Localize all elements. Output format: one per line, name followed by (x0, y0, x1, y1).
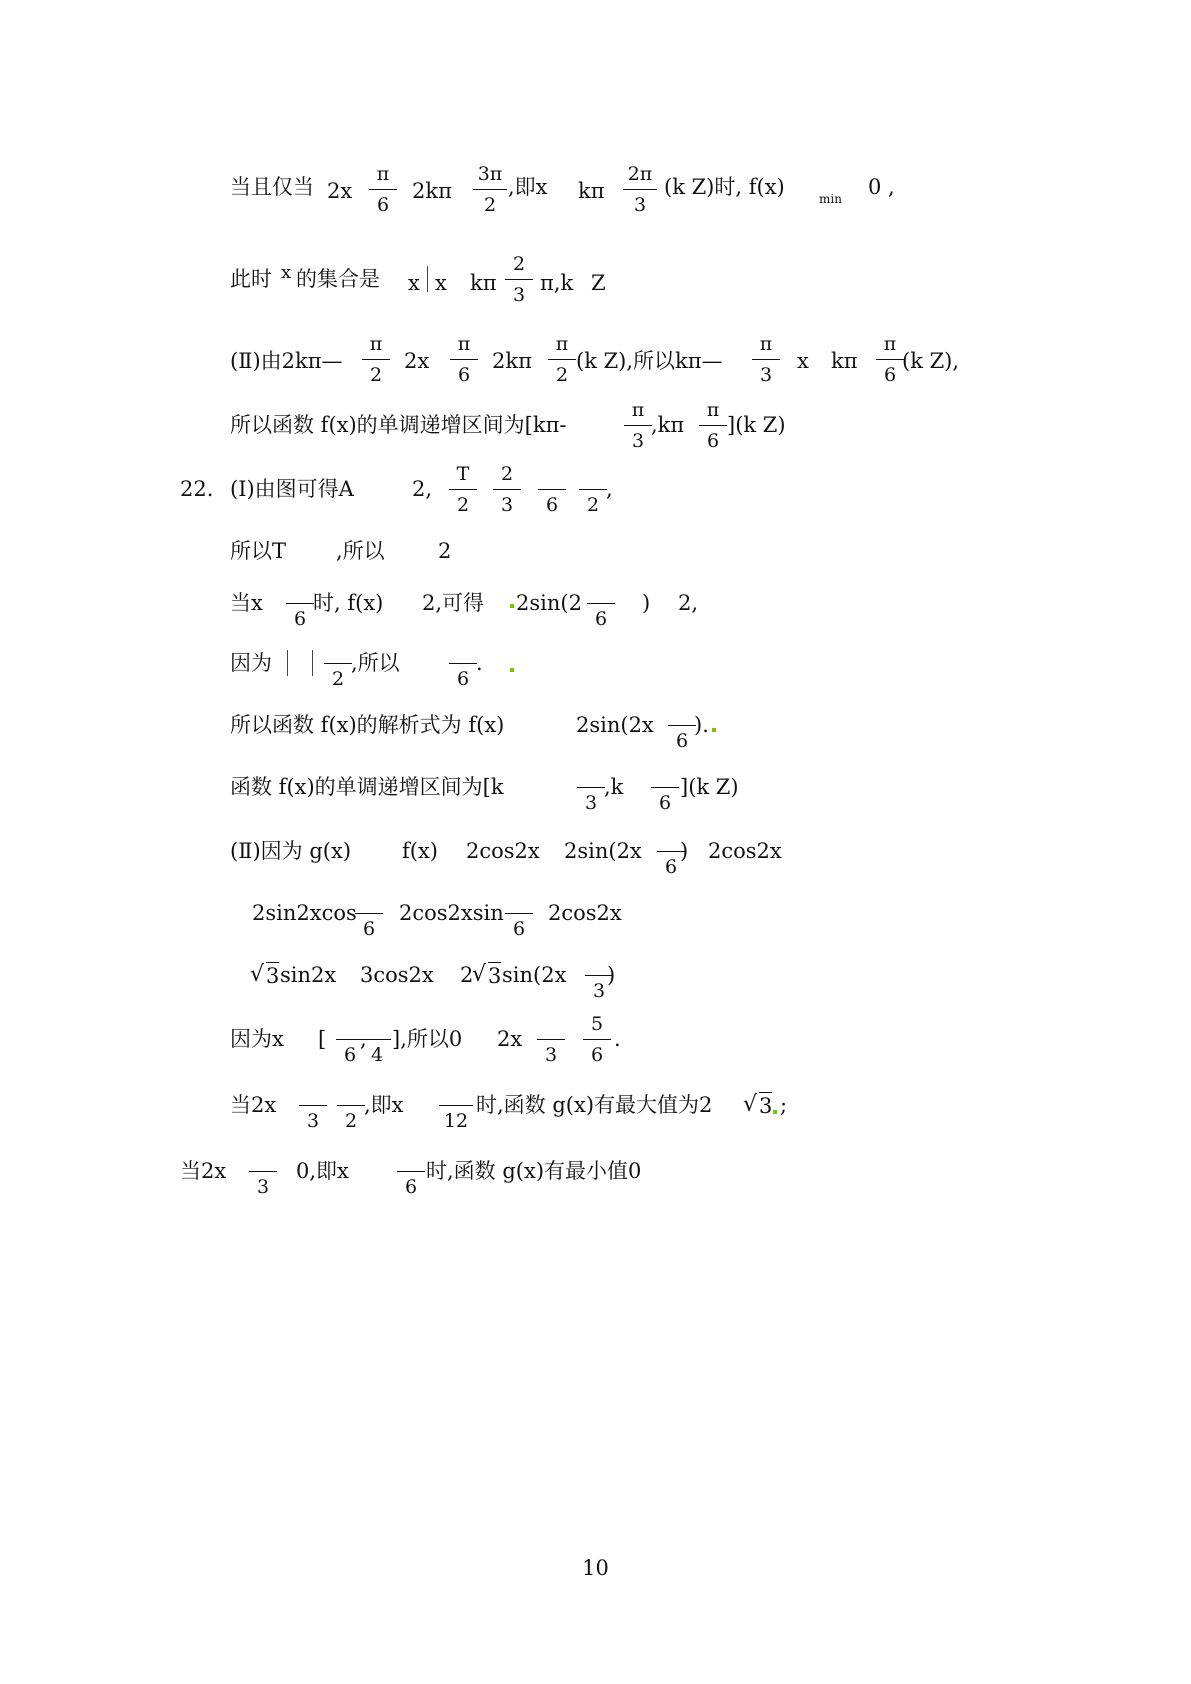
expr: [ (318, 1027, 327, 1051)
text: (Ⅰ)由图可得A (230, 477, 354, 501)
fraction (334, 1078, 368, 1136)
fraction (394, 1144, 428, 1202)
expr: 2sin(2x (576, 713, 654, 737)
denominator: 6 (675, 730, 689, 752)
expr: sin2x (280, 963, 337, 987)
fraction (446, 462, 480, 520)
text: 函数 f(x)的单调递增区间为[k (230, 775, 504, 799)
numerator: 2 (512, 253, 526, 275)
expr: kπ (470, 271, 497, 295)
radicand: 3 (488, 964, 502, 988)
radicand: 3 (759, 1094, 773, 1118)
expr: 2x (327, 179, 353, 203)
denominator: 3 (592, 980, 606, 1002)
sqrt-sign: √ (472, 962, 487, 987)
page-number: 10 (582, 1556, 609, 1580)
denominator: 6 (664, 856, 678, 878)
denominator: 2 (369, 364, 383, 386)
text: 所以函数 f(x)的单调递增区间为[kπ- (230, 413, 567, 437)
text: (Ⅱ)由2kπ— (230, 349, 343, 373)
expr: x (797, 349, 809, 373)
fraction-bar (577, 787, 605, 788)
solution-line-15 (0, 1082, 1191, 1134)
denominator: 3 (512, 284, 526, 306)
denominator: 2 (331, 668, 345, 690)
expr: 2 (460, 963, 474, 987)
numerator: T (456, 463, 470, 485)
fraction-bar (324, 663, 352, 664)
expr: 2cos2x (466, 839, 540, 863)
denominator: 6 (343, 1044, 357, 1066)
expr: ) (680, 839, 689, 863)
fraction (360, 1012, 394, 1070)
numerator: 2 (500, 463, 514, 485)
fraction (534, 1012, 568, 1070)
fraction (470, 162, 510, 220)
fraction (321, 636, 355, 694)
problem-number: 22. (180, 477, 214, 501)
denominator: 2 (555, 364, 569, 386)
fraction (648, 760, 682, 818)
fraction-bar (623, 189, 657, 190)
scan-mark (773, 1110, 777, 1114)
fraction-bar (299, 1105, 327, 1106)
expr: 2cos2x (548, 901, 622, 925)
scan-mark (510, 604, 514, 608)
text: 时,函数 g(x)有最小值0 (426, 1159, 642, 1183)
numerator: π (369, 333, 383, 355)
fraction-bar (624, 425, 652, 426)
expr: 3cos2x (360, 963, 434, 987)
solution-line-6 (0, 530, 1191, 582)
fraction (366, 162, 400, 220)
text: ](k Z) (727, 413, 786, 437)
expr: ) (607, 963, 616, 987)
text: 0,即x (296, 1159, 349, 1183)
denominator: 2 (344, 1110, 358, 1132)
text: 当2x (230, 1093, 277, 1117)
text: 时, f(x) (313, 591, 384, 615)
expr: x (281, 262, 292, 283)
denominator: 12 (443, 1110, 469, 1132)
fraction (696, 398, 730, 456)
expr: 2sin(2x (564, 839, 642, 863)
expr: sin(2x (502, 963, 567, 987)
solution-line-11 (0, 830, 1191, 882)
fraction (296, 1078, 330, 1136)
text: ,所以 (336, 539, 385, 563)
expr: Z (591, 271, 606, 295)
fraction (620, 162, 660, 220)
denominator: 3 (544, 1044, 558, 1066)
problem-22-line (0, 462, 1191, 514)
solution-line-16 (0, 1148, 1191, 1200)
expr: ,k (604, 775, 624, 799)
expr: . (614, 1027, 621, 1051)
fraction-bar (579, 489, 607, 490)
text: 因为x (230, 1027, 284, 1051)
denominator: 2 (586, 494, 600, 516)
text: 因为 (230, 651, 272, 675)
expr: ). (694, 713, 709, 737)
numerator: 3π (477, 163, 503, 185)
expr: 2sin2xcos (252, 901, 357, 925)
text: 当且仅当 (230, 175, 314, 199)
numerator: 5 (590, 1013, 604, 1035)
fraction (359, 332, 393, 390)
text: (k Z),所以kπ— (576, 349, 723, 373)
fraction-bar (548, 359, 576, 360)
numerator: π (883, 333, 897, 355)
denominator: 3 (306, 1110, 320, 1132)
solution-line-12 (0, 892, 1191, 944)
text: (k Z), (902, 349, 960, 373)
fraction-bar (337, 1105, 365, 1106)
fraction-bar (583, 1039, 611, 1040)
fraction-bar (538, 489, 566, 490)
expr: 2x (404, 349, 430, 373)
fraction (446, 636, 480, 694)
denominator: 6 (362, 918, 376, 940)
solution-line-9 (0, 706, 1191, 758)
denominator: 6 (457, 364, 471, 386)
scan-mark (510, 668, 514, 672)
expr: 2cos2x (708, 839, 782, 863)
expr: 2cos2xsin (399, 901, 504, 925)
fraction-bar (355, 913, 383, 914)
absolute-value-bar (427, 266, 428, 292)
denominator: 3 (759, 364, 773, 386)
fraction-bar (363, 1039, 391, 1040)
fraction-bar (449, 489, 477, 490)
solution-line-2 (0, 246, 1191, 306)
expr: , (360, 1027, 367, 1051)
fraction-bar (362, 359, 390, 360)
fraction (447, 332, 481, 390)
expr: , (606, 477, 613, 501)
denominator: 3 (256, 1176, 270, 1198)
fraction (621, 398, 655, 456)
fraction-bar (668, 725, 696, 726)
text: ],所以0 (392, 1027, 463, 1051)
fraction (502, 252, 536, 310)
solution-line-1 (0, 150, 1191, 216)
fraction (535, 462, 569, 520)
expr: kπ (578, 179, 605, 203)
solution-line-14 (0, 1013, 1191, 1068)
denominator: 6 (376, 194, 390, 216)
text: 所以T (230, 539, 287, 563)
expr: x (408, 271, 420, 295)
fraction (545, 332, 579, 390)
denominator: 2 (456, 494, 470, 516)
fraction-bar (587, 603, 615, 604)
text: 0 , (868, 175, 895, 199)
denominator: 6 (883, 364, 897, 386)
fraction-bar (505, 913, 533, 914)
fraction-bar (473, 189, 507, 190)
fraction (436, 1078, 476, 1136)
text: 此时 (230, 267, 272, 291)
fraction (580, 1012, 614, 1070)
fraction-bar (537, 1039, 565, 1040)
text: 的集合是 (296, 267, 380, 291)
solution-line-10 (0, 768, 1191, 820)
numerator: π (706, 399, 720, 421)
denominator: 3 (633, 194, 647, 216)
fraction (576, 462, 610, 520)
text: 时,函数 g(x)有最大值为2 (476, 1093, 713, 1117)
expr: f(x) (402, 839, 439, 863)
fraction-bar (505, 279, 533, 280)
numerator: 2π (627, 163, 653, 185)
fraction-bar (493, 489, 521, 490)
solution-line-13 (0, 954, 1191, 1006)
expr: ,kπ (651, 413, 685, 437)
solution-line-8 (0, 644, 1191, 696)
fraction (283, 576, 317, 634)
denominator: 6 (594, 608, 608, 630)
expr: 2 (438, 539, 452, 563)
text: 当x (230, 591, 263, 615)
solution-line-4 (0, 398, 1191, 450)
denominator: 6 (404, 1176, 418, 1198)
text: 当2x (180, 1159, 227, 1183)
denominator: 3 (500, 494, 514, 516)
sqrt-sign: √ (743, 1092, 758, 1117)
text: 2,可得 (422, 591, 485, 615)
denominator: 6 (545, 494, 559, 516)
text: ](k Z) (680, 775, 739, 799)
expr: 2, (412, 477, 433, 501)
absolute-value-bar (312, 650, 313, 676)
expr: kπ (831, 349, 858, 373)
fraction-bar (439, 1105, 473, 1106)
fraction-bar (651, 787, 679, 788)
fraction-bar (397, 1171, 425, 1172)
text: ,即x (364, 1093, 404, 1117)
fraction-bar (369, 189, 397, 190)
text: ,所以 (351, 651, 400, 675)
expr: 2, (678, 591, 699, 615)
fraction (502, 886, 536, 944)
subscript: min (819, 192, 842, 206)
radicand: 3 (266, 964, 280, 988)
denominator: 6 (293, 608, 307, 630)
sqrt-sign: √ (250, 962, 265, 987)
denominator: 6 (512, 918, 526, 940)
denominator: 3 (631, 430, 645, 452)
fraction-bar (699, 425, 727, 426)
numerator: π (457, 333, 471, 355)
expr: ) (642, 591, 651, 615)
text: ,即x (508, 175, 548, 199)
denominator: 2 (483, 194, 497, 216)
expr: 2x (497, 1027, 523, 1051)
fraction (574, 760, 608, 818)
absolute-value-bar (287, 650, 288, 676)
scan-mark (712, 728, 716, 732)
denominator: 6 (706, 430, 720, 452)
solution-line-7 (0, 580, 1191, 632)
solution-line-3 (0, 330, 1191, 386)
expr: 2kπ (412, 179, 452, 203)
denominator: 6 (658, 792, 672, 814)
text: 所以函数 f(x)的解析式为 f(x) (230, 713, 505, 737)
expr: 2kπ (492, 349, 532, 373)
fraction (584, 576, 618, 634)
fraction (749, 332, 783, 390)
text: . (476, 651, 483, 675)
expr: π,k (540, 271, 574, 295)
fraction-bar (450, 359, 478, 360)
fraction (352, 886, 386, 944)
numerator: π (759, 333, 773, 355)
fraction (490, 462, 524, 520)
expr: x (435, 271, 447, 295)
numerator: π (376, 163, 390, 185)
fraction-bar (286, 603, 314, 604)
denominator: 6 (590, 1044, 604, 1066)
text: (Ⅱ)因为 g(x) (230, 839, 352, 863)
denominator: 6 (456, 668, 470, 690)
fraction-bar (449, 663, 477, 664)
text: (k Z)时, f(x) (664, 175, 785, 199)
fraction-bar (876, 359, 904, 360)
numerator: π (555, 333, 569, 355)
fraction-bar (752, 359, 780, 360)
fraction (246, 1144, 280, 1202)
text: ; (780, 1093, 788, 1117)
expr: 2sin(2 (516, 591, 582, 615)
numerator: π (631, 399, 645, 421)
fraction-bar (249, 1171, 277, 1172)
denominator: 3 (584, 792, 598, 814)
denominator: 4 (370, 1044, 384, 1066)
